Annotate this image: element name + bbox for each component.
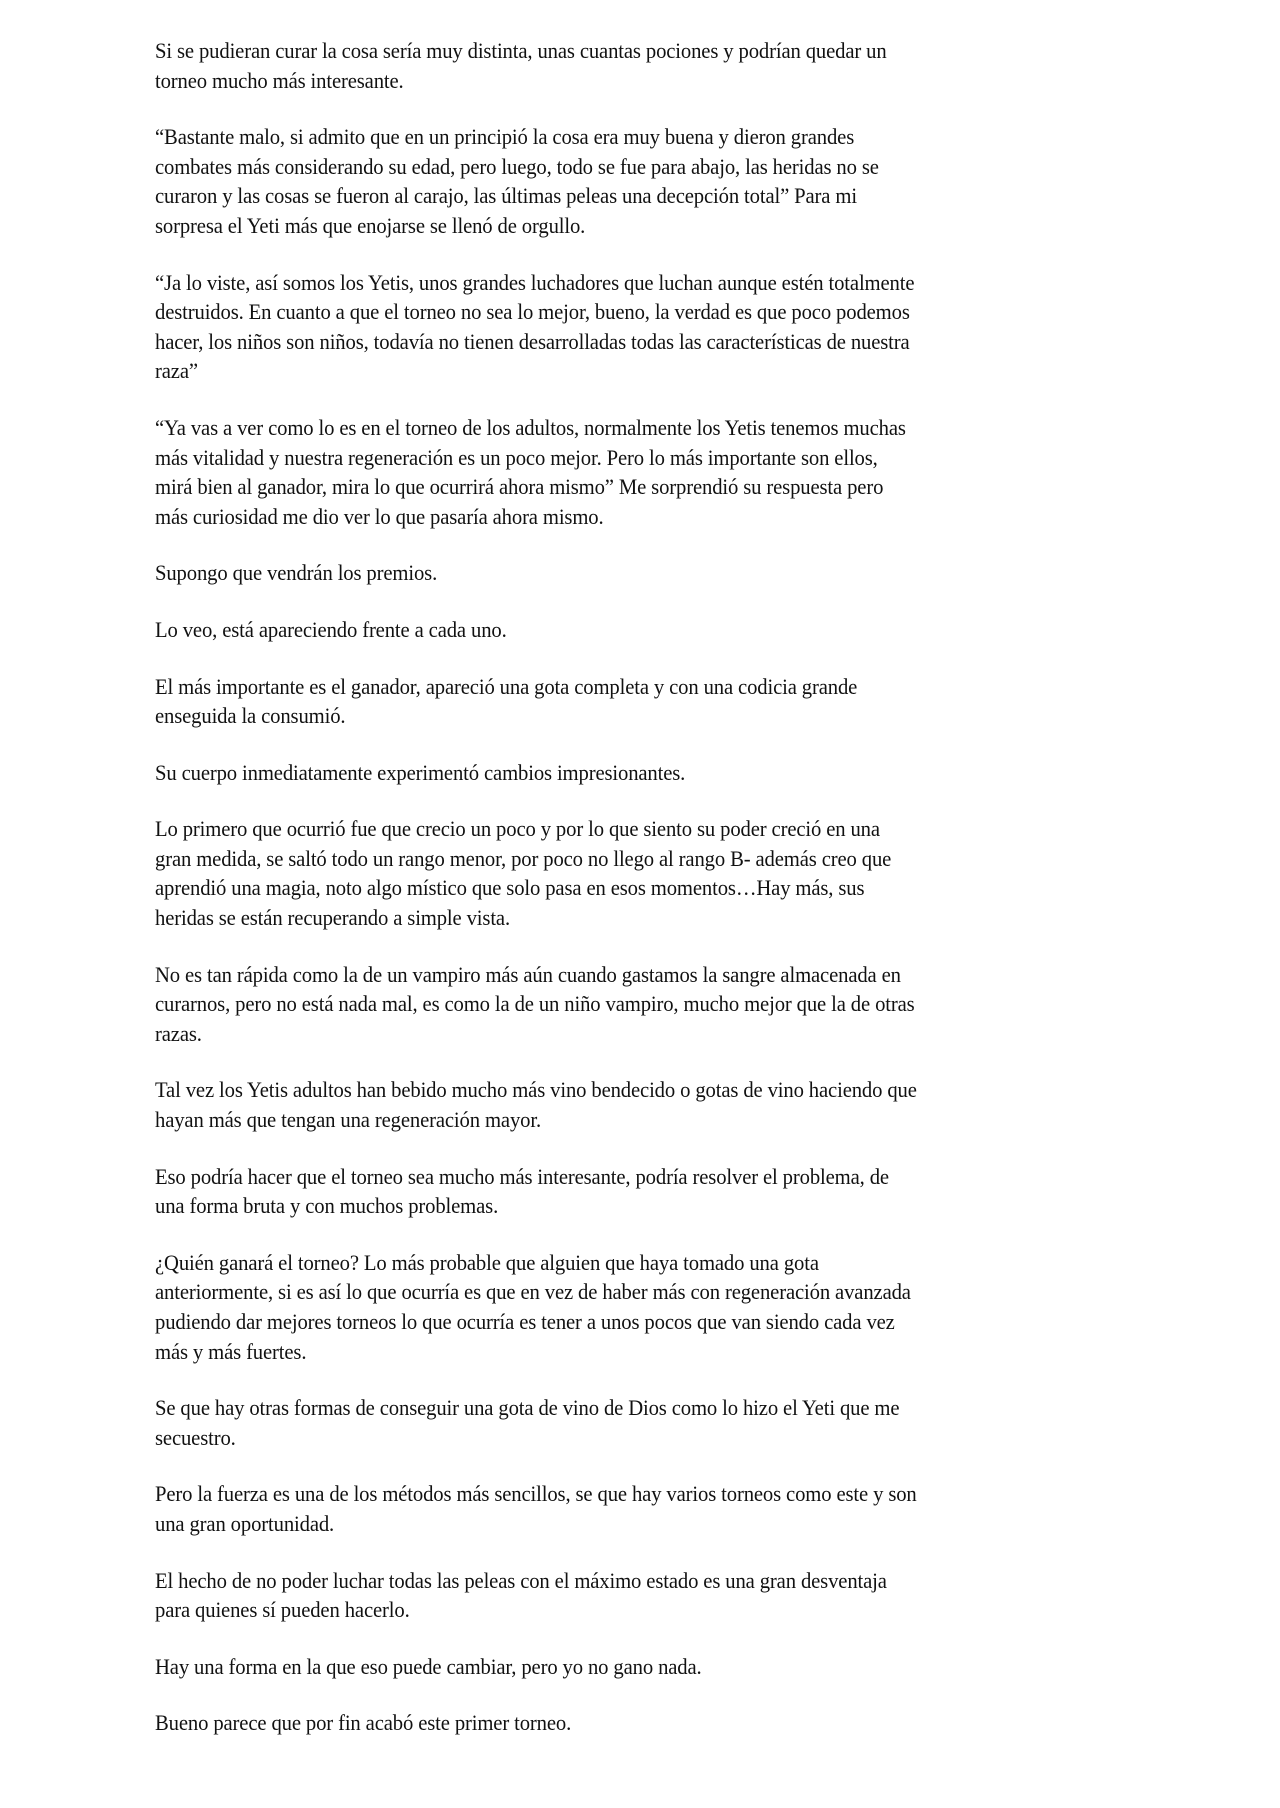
paragraph [155, 758, 1165, 788]
text-line: Lo primero que ocurrió fue que crecio un poco y por lo que siento su poder creció en una [155, 816, 880, 842]
text-line: destruidos. En cuanto a que el torneo no sea lo mejor, bueno, la verdad es que poco podemos [155, 299, 910, 325]
text-line: curarnos, pero no está nada mal, es como la de un niño vampiro, mucho mejor que la de otras [155, 991, 915, 1017]
text-line: Supongo que vendrán los premios. [155, 560, 438, 586]
text-line: El más importante es el ganador, apareció una gota completa y con una codicia grande [155, 673, 858, 699]
paragraph [155, 1162, 1165, 1221]
text-line: “Ya vas a ver como lo es en el torneo de los adultos, normalmente los Yetis tenemos muchas [155, 414, 906, 440]
text-line: más y más fuertes. [155, 1338, 307, 1364]
text-line: Lo veo, está apareciendo frente a cada uno. [155, 616, 507, 642]
paragraph [155, 413, 1165, 531]
text-line: mirá bien al ganador, mira lo que ocurrirá ahora mismo” Me sorprendió su respuesta pero [155, 474, 884, 500]
paragraph [155, 558, 1165, 588]
text-line: raza” [155, 358, 198, 384]
paragraph [155, 1566, 1165, 1625]
text-line: Si se pudieran curar la cosa sería muy distinta, unas cuantas pociones y podrían quedar un [155, 38, 887, 63]
paragraph [155, 1075, 1165, 1134]
paragraph [155, 615, 1165, 645]
text-line: una forma bruta y con muchos problemas. [155, 1193, 499, 1219]
paragraph [155, 122, 1165, 240]
text-line: anteriormente, si es así lo que ocurría es que en vez de haber más con regeneración avanzada [155, 1279, 911, 1305]
text-line: una gran oportunidad. [155, 1510, 335, 1536]
document-body [155, 36, 1165, 1765]
text-line: gran medida, se saltó todo un rango menor, por poco no llego al rango B- además creo que [155, 845, 892, 871]
text-line: ¿Quién ganará el torneo? Lo más probable que alguien que haya tomado una gota [155, 1249, 819, 1275]
text-line: El hecho de no poder luchar todas las peleas con el máximo estado es una gran desventaja [155, 1567, 887, 1593]
text-line: enseguida la consumió. [155, 703, 346, 729]
text-line: razas. [155, 1020, 202, 1046]
text-line: sorpresa el Yeti más que enojarse se llenó de orgullo. [155, 212, 586, 238]
text-line: Se que hay otras formas de conseguir una gota de vino de Dios como lo hizo el Yeti que me [155, 1395, 900, 1421]
paragraph [155, 814, 1165, 932]
text-line: “Ja lo viste, así somos los Yetis, unos grandes luchadores que luchan aunque estén totalmente [155, 269, 915, 295]
text-line: pudiendo dar mejores torneos lo que ocurría es tener a unos pocos que van siendo cada vez [155, 1309, 895, 1334]
text-line: Su cuerpo inmediatamente experimentó cambios impresionantes. [155, 759, 686, 785]
text-line: No es tan rápida como la de un vampiro más aún cuando gastamos la sangre almacenada en [155, 961, 901, 987]
paragraph [155, 1652, 1165, 1682]
text-line: más vitalidad y nuestra regeneración es un poco mejor. Pero lo más importante son ellos, [155, 444, 878, 470]
paragraph [155, 960, 1165, 1049]
text-line: para quienes sí pueden hacerlo. [155, 1597, 410, 1623]
text-line: torneo mucho más interesante. [155, 67, 404, 93]
text-line: “Bastante malo, si admito que en un principió la cosa era muy buena y dieron grandes [155, 124, 855, 150]
text-line: combates más considerando su edad, pero luego, todo se fue para abajo, las heridas no se [155, 153, 879, 179]
text-line: hayan más que tengan una regeneración mayor. [155, 1107, 541, 1133]
paragraph [155, 1393, 1165, 1452]
text-line: curaron y las cosas se fueron al carajo, las últimas peleas una decepción total” Para mi [155, 183, 857, 209]
text-line: hacer, los niños son niños, todavía no tienen desarrolladas todas las características de nuestra [155, 328, 910, 354]
paragraph [155, 36, 1165, 95]
text-line: Hay una forma en la que eso puede cambiar, pero yo no gano nada. [155, 1653, 702, 1679]
paragraph [155, 1248, 1165, 1366]
paragraph [155, 1708, 1165, 1738]
paragraph [155, 672, 1165, 731]
paragraph [155, 268, 1165, 386]
text-line: Pero la fuerza es una de los métodos más sencillos, se que hay varios torneos como este y son [155, 1481, 917, 1507]
paragraph [155, 1479, 1165, 1538]
text-line: Eso podría hacer que el torneo sea mucho más interesante, podría resolver el problema, de [155, 1163, 889, 1189]
text-line: más curiosidad me dio ver lo que pasaría ahora mismo. [155, 503, 604, 529]
text-line: Tal vez los Yetis adultos han bebido mucho más vino bendecido o gotas de vino haciendo que [155, 1077, 917, 1103]
text-line: aprendió una magia, noto algo místico que solo pasa en esos momentos…Hay más, sus [155, 875, 865, 901]
text-line: heridas se están recuperando a simple vista. [155, 905, 510, 931]
text-line: secuestro. [155, 1424, 236, 1450]
text-line: Bueno parece que por fin acabó este primer torneo. [155, 1710, 572, 1736]
